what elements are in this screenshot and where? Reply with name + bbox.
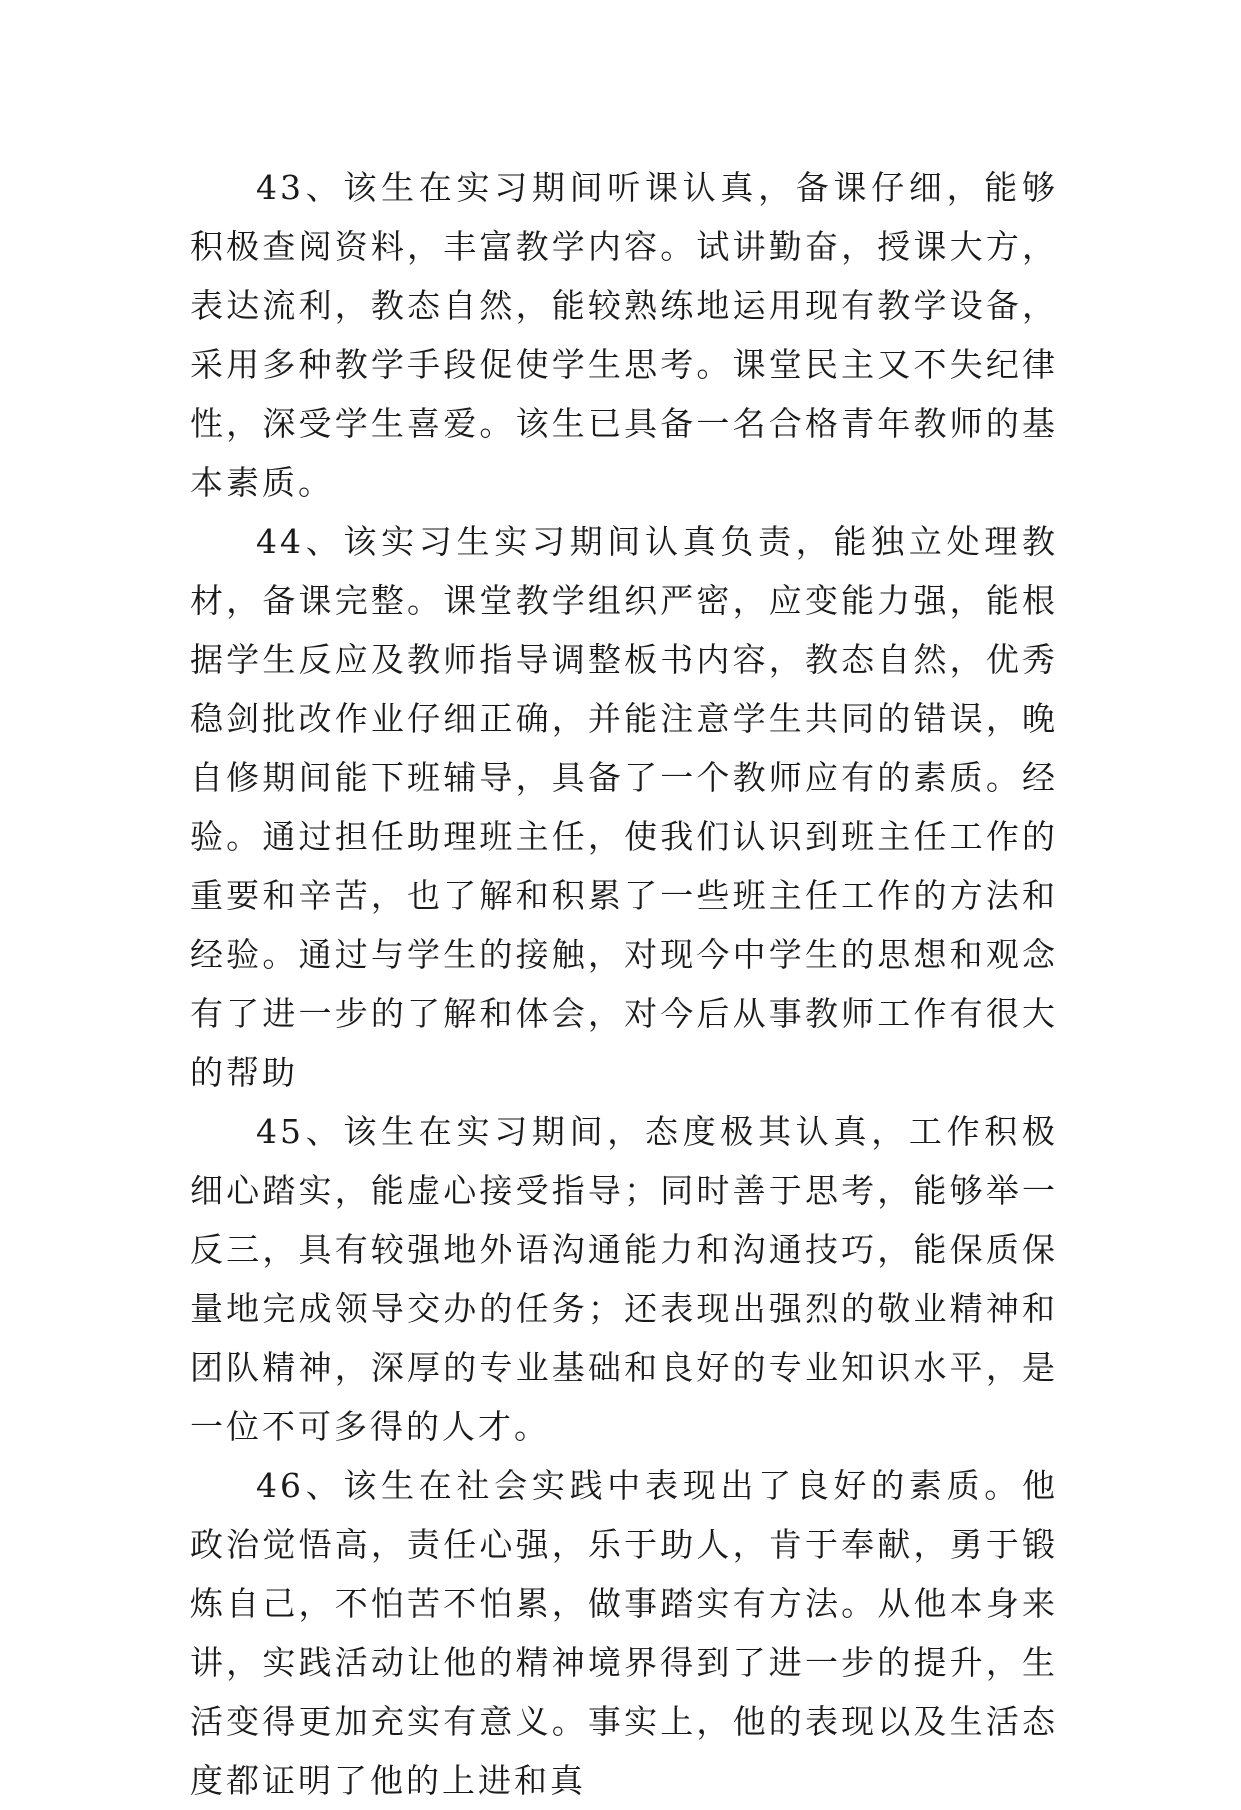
document-body <box>190 158 1058 1810</box>
paragraph-46: 46、该生在社会实践中表现出了良好的素质。他政治觉悟高，责任心强，乐于助人，肯于奉献，勇于锻炼自己，不怕苦不怕累，做事踏实有方法。从他本身来讲，实践活动让他的精神境界得到了进一步的提升，生活变得更加充实有意义。事实上，他的表现以及生活态度都证明了他的上进和真 <box>190 1466 1058 1800</box>
paragraph-43: 43、该生在实习期间听课认真，备课仔细，能够积极查阅资料，丰富教学内容。试讲勤奋，授课大方，表达流利，教态自然，能较熟练地运用现有教学设备，采用多种教学手段促使学生思考。课堂民主又不失纪律性，深受学生喜爱。该生已具备一名合格青年教师的基本素质。 <box>190 168 1058 502</box>
paragraph-45: 45、该生在实习期间，态度极其认真，工作积极细心踏实，能虚心接受指导；同时善于思考，能够举一反三，具有较强地外语沟通能力和沟通技巧，能保质保量地完成领导交办的任务；还表现出强烈的敬业精神和团队精神，深厚的专业基础和良好的专业知识水平，是一位不可多得的人才。 <box>190 1112 1058 1446</box>
paragraph-44: 44、该实习生实习期间认真负责，能独立处理教材，备课完整。课堂教学组织严密，应变能力强，能根据学生反应及教师指导调整板书内容，教态自然，优秀稳剑批改作业仔细正确，并能注意学生共同的错误，晚自修期间能下班辅导，具备了一个教师应有的素质。经验。通过担任助理班主任，使我们认识到班主任工作的重要和辛苦，也了解和积累了一些班主任工作的方法和经验。通过与学生的接触，对现今中学生的思想和观念有了进一步的了解和体会，对今后从事教师工作有很大的帮助 <box>190 522 1058 1092</box>
